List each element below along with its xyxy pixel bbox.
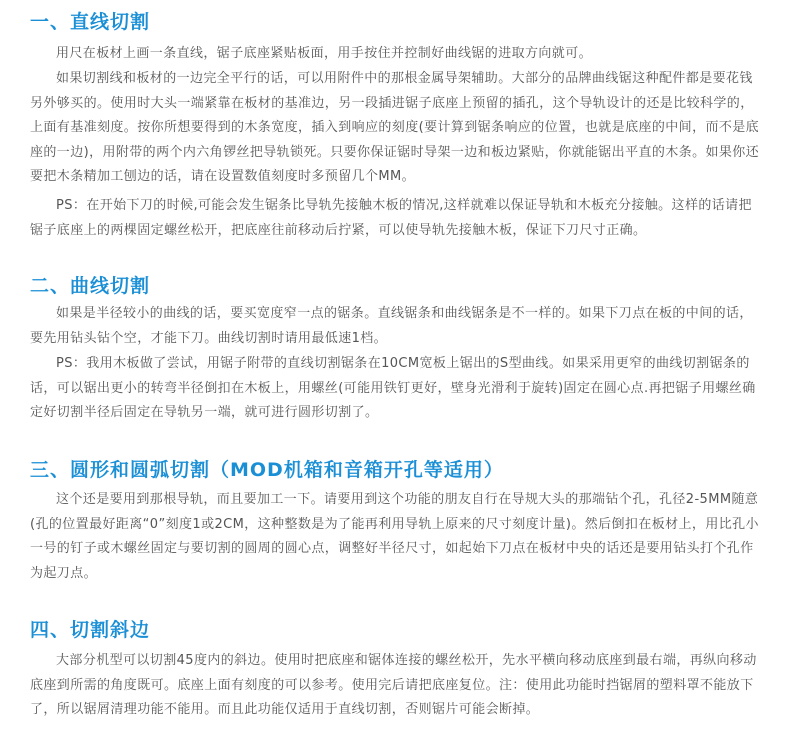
section-heading: 三、圆形和圆弧切割（MOD机箱和音箱开孔等适用） xyxy=(30,459,504,481)
paragraph: PS：在开始下刀的时候,可能会发生锯条比导轨先接触木板的情况,这样就难以保证导轨和木板充分接触。这样的话请把锯子底座上的两棵固定螺丝松开，把底座往前移动后拧紧，可以使导轨先接触木板，保证下刀尺寸正确。 xyxy=(30,198,752,238)
paragraph: 如果是半径较小的曲线的话，要买宽度窄一点的锯条。直线锯条和曲线锯条是不一样的。如果下刀点在板的中间的话，要先用钻头钻个空，才能下刀。曲线切割时请用最低速1档。 xyxy=(30,306,753,346)
paragraph: 这个还是要用到那根导轨，而且要加工一下。请要用到这个功能的朋友自行在导规大头的那端钻个孔，孔径2-5MM随意(孔的位置最好距离“0”刻度1或2CM，这种整数是为了能再利用导轨上原来的尺寸刻度计量)。然后倒扣在板材上，用比孔小一号的钉子或木螺丝固定与要切割的圆周的圆心点，调整好半径尺寸，如起始下刀点在板材中央的话还是要用钻头打个孔作为起刀点。 xyxy=(30,492,759,581)
paragraph: PS：我用木板做了尝试，用锯子附带的直线切割锯条在10CM宽板上锯出的S型曲线。如果采用更窄的曲线切割锯条的话，可以锯出更小的转弯半径倒扣在木板上，用螺丝(可能用铁钉更好，壁身光滑利于旋转)固定在圆心点.再把锯子用螺丝确定好切割半径后固定在导轨另一端，就可进行圆形切割了。 xyxy=(30,356,756,421)
section-heading: 四、切割斜边 xyxy=(30,619,151,641)
section-heading: 二、曲线切割 xyxy=(30,275,151,297)
paragraph: 如果切割线和板材的一边完全平行的话，可以用附件中的那根金属导架辅助。大部分的品牌曲线锯这种配件都是要花钱另外够买的。使用时大头一端紧靠在板材的基准边，另一段插进锯子底座上预留的插孔，这个导轨设计的还是比较科学的，上面有基准刻度。按你所想要得到的木条宽度，插入到响应的刻度(要计算到锯条响应的位置，也就是底座的中间，而不是底座的一边)，用附带的两个内六角锣丝把导轨锁死。只要你保证锯时导架一边和板边紧贴，你就能锯出平直的木条。如果你还要把木条精加工刨边的话，请在设置数值刻度时多预留几个MM。 xyxy=(30,71,760,185)
paragraph: 大部分机型可以切割45度内的斜边。使用时把底座和锯体连接的螺丝松开，先水平横向移动底座到最右端，再纵向移动底座到所需的角度既可。底座上面有刻度的可以参考。使用完后请把底座复位。注：使用此功能时挡锯屑的塑料罩不能放下了，所以锯屑清理功能不能用。而且此功能仅适用于直线切割，否则锯片可能会断掉。 xyxy=(30,653,757,718)
paragraph: 用尺在板材上画一条直线，锯子底座紧贴板面，用手按住并控制好曲线锯的进取方向就可。 xyxy=(56,46,593,61)
section-heading: 一、直线切割 xyxy=(30,11,151,33)
